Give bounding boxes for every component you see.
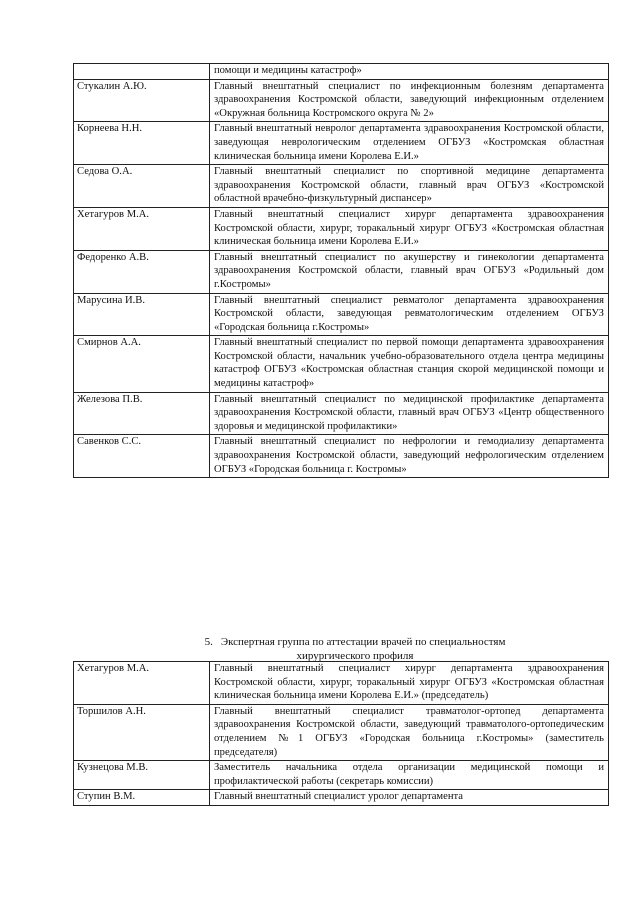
specialists-table: [73, 63, 609, 478]
table-row: [74, 336, 609, 392]
specialist-name: Федоренко А.В.: [74, 250, 210, 293]
specialist-name: Железова П.В.: [74, 392, 210, 435]
table-row: [74, 207, 609, 250]
table-row: [74, 64, 609, 80]
table-row: [74, 704, 609, 760]
specialist-name: Марусина И.В.: [74, 293, 210, 336]
specialist-position: Главный внештатный специалист ревматолог департамента здравоохранения Костромской области, заведующая ревматологическим отделением ОГБУЗ «Городская больница г.Костромы»: [210, 293, 609, 336]
specialist-position: Главный внештатный специалист по медицинской профилактике департамента здравоохранения Костромской области, главный врач ОГБУЗ «Центр общественного здоровья и медицинской профилактики»: [210, 392, 609, 435]
specialist-name: Седова О.А.: [74, 165, 210, 208]
table-row: [74, 293, 609, 336]
table-row: [74, 392, 609, 435]
expert-group-table: [73, 661, 609, 806]
member-position: Заместитель начальника отдела организации медицинской помощи и профилактической работы (секретарь комиссии): [210, 761, 609, 790]
specialist-position: Главный внештатный специалист по нефрологии и гемодиализу департамента здравоохранения Костромской области, заведующий нефрологическим отделением ОГБУЗ «Городская больница г. Костромы»: [210, 435, 609, 478]
specialist-name: Корнеева Н.Н.: [74, 122, 210, 165]
table-row: [74, 79, 609, 122]
specialist-position: Главный внештатный специалист по первой помощи департамента здравоохранения Костромской области, начальник учебно-образовательного отдела центра медицины катастроф ОГБУЗ «Костромская областная станция скорой медицинской помощи и медицины катастроф»: [210, 336, 609, 392]
specialist-position: Главный внештатный специалист по акушерству и гинекологии департамента здравоохранения Костромской области, главный врач ОГБУЗ «Родильный дом г.Костромы»: [210, 250, 609, 293]
specialist-name: [74, 64, 210, 80]
table-row: [74, 761, 609, 790]
specialist-position: Главный внештатный невролог департамента здравоохранения Костромской области, заведующая неврологическим отделением ОГБУЗ «Костромская областная клиническая больница имени Королева Е.И.»: [210, 122, 609, 165]
section-number: 5.: [204, 636, 213, 648]
member-name: Ступин В.М.: [74, 790, 210, 806]
specialist-position: помощи и медицины катастроф»: [210, 64, 609, 80]
specialist-position: Главный внештатный специалист хирург департамента здравоохранения Костромской области, хирург, торакальный хирург ОГБУЗ «Костромская областная клиническая больница имени Королева Е.И.»: [210, 207, 609, 250]
table-row: [74, 122, 609, 165]
member-position: Главный внештатный специалист травматолог-ортопед департамента здравоохранения Костромской области, заведующий травматолого-ортопедическим отделением №1 ОГБУЗ «Городская больница г.Костромы» (заместитель председателя): [210, 704, 609, 760]
member-position: Главный внештатный специалист уролог департамента: [210, 790, 609, 806]
specialist-name: Смирнов А.А.: [74, 336, 210, 392]
section-heading: [120, 636, 590, 663]
specialist-name: Стукалин А.Ю.: [74, 79, 210, 122]
specialist-name: Хетагуров М.А.: [74, 207, 210, 250]
table-row: [74, 250, 609, 293]
section-title-line2: хирургического профиля: [296, 649, 414, 662]
member-name: Кузнецова М.В.: [74, 761, 210, 790]
table-row: [74, 662, 609, 705]
member-name: Торшилов А.Н.: [74, 704, 210, 760]
specialist-position: Главный внештатный специалист по спортивной медицине департамента здравоохранения Костромской области, главный врач ОГБУЗ «Костромской областной врачебно-физкультурный диспансер»: [210, 165, 609, 208]
member-name: Хетагуров М.А.: [74, 662, 210, 705]
table-row: [74, 165, 609, 208]
table-row: [74, 435, 609, 478]
specialist-name: Савенков С.С.: [74, 435, 210, 478]
specialist-position: Главный внештатный специалист по инфекционным болезням департамента здравоохранения Костромской области, заведующий инфекционным отделением «Окружная больница Костромского округа № 2»: [210, 79, 609, 122]
section-title-line1: Экспертная группа по аттестации врачей по специальностям: [220, 636, 506, 648]
table-row: [74, 790, 609, 806]
member-position: Главный внештатный специалист хирург департамента здравоохранения Костромской области, хирург, торакальный хирург ОГБУЗ «Костромская областная клиническая больница имени Королева Е.И.» (председатель): [210, 662, 609, 705]
